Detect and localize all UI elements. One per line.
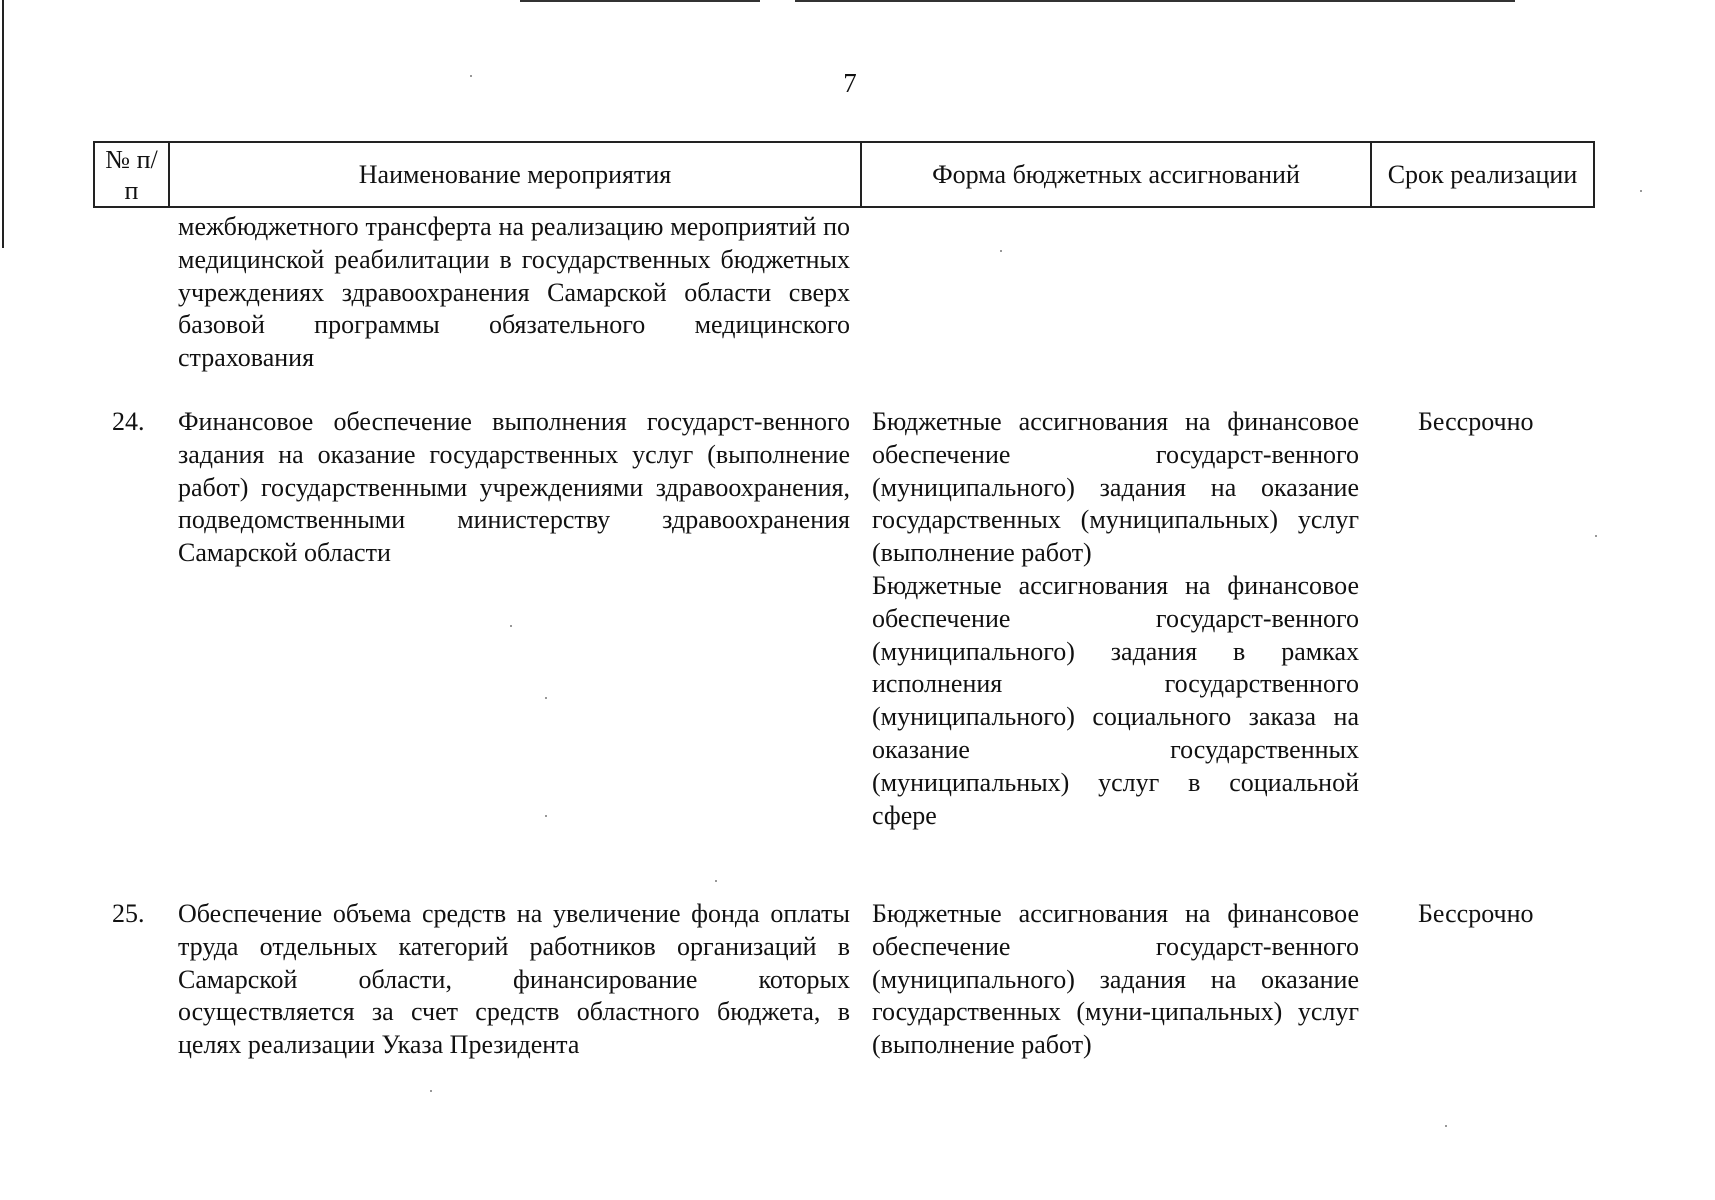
item-number: 24. bbox=[112, 407, 145, 436]
item-name: Обеспечение объема средств на увеличение фонда оплаты труда отдельных категорий работников организаций в Самарской области, финансирование которых осуществляется за счет средств областного бюджета, в целях реализации Указа Президента bbox=[178, 899, 850, 1060]
header-term: Срок реализации bbox=[1371, 142, 1594, 207]
table-header bbox=[93, 141, 1595, 208]
scan-speck bbox=[1445, 1125, 1447, 1127]
scan-top-rule bbox=[520, 0, 760, 2]
budget-form-text: Бюджетные ассигнования на финансовое обеспечение государст-венного (муниципального) задания на оказание государственных (муниципальных) услуг (выполнение работ) bbox=[872, 407, 1359, 568]
scan-top-rule bbox=[795, 0, 1515, 2]
scan-speck bbox=[545, 815, 547, 817]
scan-speck bbox=[545, 697, 547, 699]
scan-speck bbox=[1595, 535, 1597, 537]
item-number: 25. bbox=[112, 899, 145, 928]
item-term: Бессрочно bbox=[1418, 899, 1534, 928]
scan-edge-line bbox=[2, 0, 4, 248]
item-name: межбюджетного трансферта на реализацию мероприятий по медицинской реабилитации в государственных бюджетных учреждениях здравоохранения Самарской области сверх базовой программы обязательного медицинского страхования bbox=[178, 212, 850, 373]
header-num: № п/п bbox=[94, 142, 169, 207]
budget-form-text: Бюджетные ассигнования на финансовое обеспечение государст-венного (муниципального) задания на оказание государственных (муни-ципальных) услуг (выполнение работ) bbox=[872, 899, 1359, 1060]
scan-speck bbox=[1640, 190, 1642, 192]
header-form: Форма бюджетных ассигнований bbox=[861, 142, 1371, 207]
item-term: Бессрочно bbox=[1418, 407, 1534, 436]
page-number: 7 bbox=[843, 68, 857, 98]
scan-speck bbox=[715, 880, 717, 882]
header-name: Наименование мероприятия bbox=[169, 142, 861, 207]
item-forms bbox=[872, 406, 1359, 832]
budget-form-text: Бюджетные ассигнования на финансовое обеспечение государст-венного (муниципального) задания в рамках исполнения государственного (муниципального) социального заказа на оказание государственных (муниципальных) услуг в социальной сфере bbox=[872, 570, 1359, 830]
scan-speck bbox=[510, 625, 512, 627]
item-forms bbox=[872, 898, 1359, 1062]
scan-speck bbox=[1000, 250, 1002, 252]
item-name: Финансовое обеспечение выполнения государст-венного задания на оказание государственных услуг (выполнение работ) государственными учреждениями здравоохранения, подведомственными министерству здравоохранения Самарской области bbox=[178, 407, 850, 568]
scan-speck bbox=[470, 75, 472, 77]
scan-speck bbox=[430, 1090, 432, 1092]
